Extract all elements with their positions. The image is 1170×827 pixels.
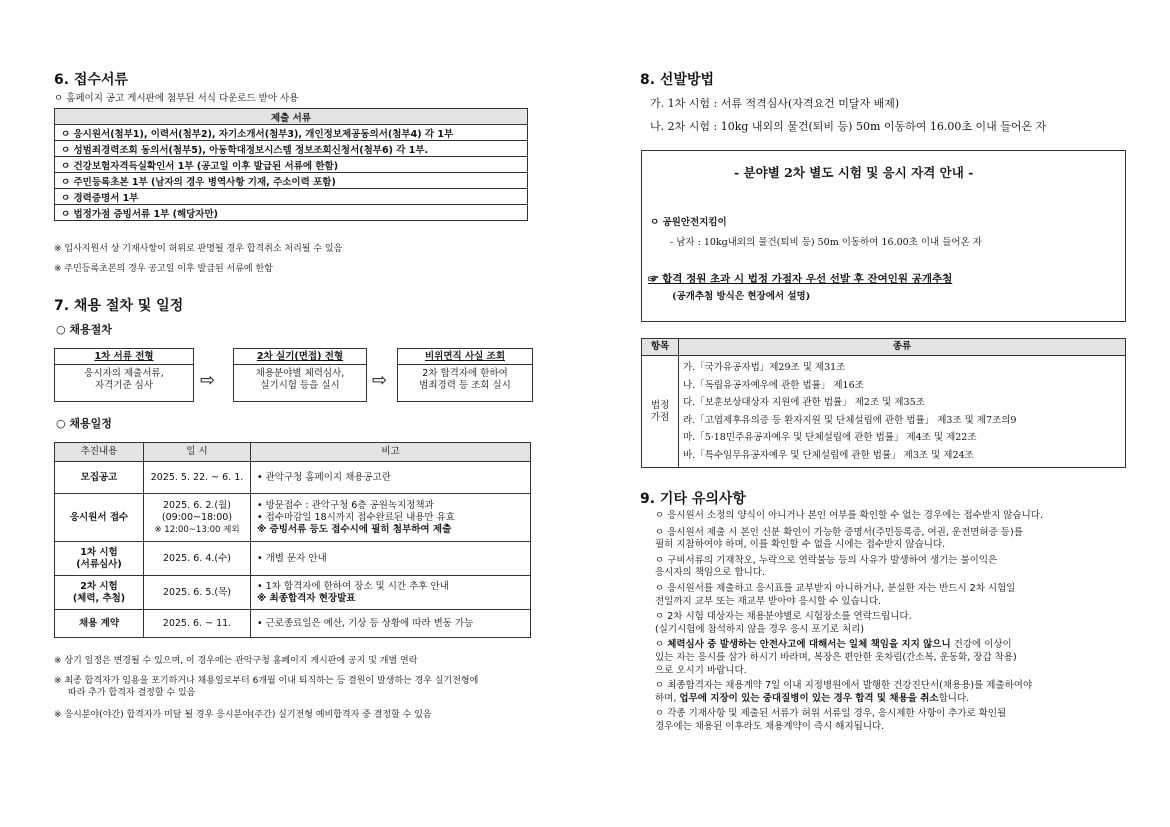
selection-line: 나. 2차 시험 : 10kg 내외의 물건(퇴비 등) 50m 이동하여 16.00초 이내 들어온 자 [650, 120, 1047, 133]
section7-note: ※ 응시분야(야간) 합격자가 미달 될 경우 응시분야(주간) 실기전형 예비합격자 중 결정할 수 있음 [54, 710, 432, 720]
procedure-step-1 [54, 348, 194, 402]
law-label: 법정 [650, 399, 670, 411]
schedule-name: 2차 시험 [80, 580, 118, 592]
step-desc: 실기시험 등을 실시 [260, 380, 340, 391]
procedure-title: ○ 채용절차 [56, 323, 112, 336]
step-desc: 2차 합격자에 한하여 [422, 368, 508, 379]
schedule-name: (체력, 추첨) [72, 592, 126, 604]
note-line: ㅇ 응시원서 소정의 양식이 아니거나 본인 여부를 확인할 수 없는 경우에는 접수받지 않습니다. [655, 510, 1043, 521]
info-box-item: ㅇ 공원안전지킴이 [650, 217, 727, 228]
note-line: 필히 지참하여야 하며, 이를 확인할 수 없을 시에는 접수받지 않습니다. [655, 539, 946, 551]
info-box-notice: ☞ 합격 정원 초과 시 법정 가점자 우선 선발 후 잔여인원 공개추첨 [648, 273, 953, 285]
notes-list [655, 510, 1125, 734]
procedure-step-3 [397, 348, 533, 402]
documents-table-header: 제출 서류 [55, 109, 528, 125]
step-desc: 응시자의 제출서류, [84, 368, 164, 379]
law-item: 나.「독립유공자예우에 관한 법률」 제16조 [683, 379, 864, 391]
schedule-name: 1차 시험 [80, 546, 118, 558]
step-desc: 채용분야별 체력심사, [255, 368, 345, 379]
schedule-date: 2025. 6. ~ 11. [144, 610, 251, 638]
step-desc: 범죄경력 등 조회 실시 [419, 380, 511, 391]
law-header: 항목 [642, 339, 679, 356]
note-line: ㅇ 구비서류의 기재착오, 누락으로 연락불능 등의 사유가 발생하여 생기는 불이익은 [655, 554, 998, 566]
note-text: 합니다. [938, 692, 970, 704]
section7-title: 7. 채용 절차 및 일정 [54, 298, 184, 314]
note-line: ㅇ 최종합격자는 채용계약 7일 이내 지정병원에서 발행한 건강진단서(채용용)를 제출하여야 [655, 680, 1033, 692]
note-line: ㅇ 각종 기재사항 및 제출된 서류가 허위 서류일 경우, 응시제한 사항이 추가로 확인될 [655, 708, 1007, 720]
info-box-notice2: (공개추첨 방식은 현장에서 설명) [672, 291, 811, 302]
step-title: 2차 실기(면접) 전형 [256, 351, 344, 362]
schedule-name: 응시원서 접수 [55, 494, 144, 542]
schedule-note: • 근로종료일은 예산, 기상 등 상황에 따라 변동 가능 [251, 610, 531, 638]
schedule-date: 2025. 5. 22. ~ 6. 1. [144, 462, 251, 494]
note-bold: 업무에 지장이 있는 중대질병이 있는 경우 합격 및 채용을 취소 [679, 692, 939, 704]
law-item: 마.「5·18민주유공자예우 및 단체설립에 관한 법률」 제4조 및 제22조 [683, 432, 977, 443]
schedule-date: 2025. 6. 5.(목) [144, 576, 251, 610]
document-item: ㅇ 법정가점 증빙서류 1부 (해당자만) [55, 205, 528, 221]
section7-note: ※ 상기 일정은 변경될 수 있으며, 이 경우에는 관악구청 홈페이지 게시판에 공지 및 개별 연락 [54, 656, 418, 666]
note-bullet: ㅇ [655, 639, 668, 651]
section6-title: 6. 접수서류 [54, 72, 129, 88]
section6-note: ※ 입사지원서 상 기재사항이 허위로 판명될 경우 합격취소 처리될 수 있음 [54, 244, 343, 254]
document-item: ㅇ 주민등록초본 1부 (남자의 경우 병역사항 기재, 주소이력 포함) [55, 173, 528, 189]
schedule-date: (09:00~18:00) [161, 511, 233, 523]
schedule-title: ○ 채용일정 [56, 417, 112, 430]
schedule-header: 비고 [251, 443, 531, 462]
law-item: 바.「특수임무유공자예우 및 단체설립에 관한 법률」 제3조 및 제24조 [683, 449, 974, 461]
step-title: 비위면직 사실 조회 [424, 351, 506, 362]
schedule-note: • 방문접수 : 관악구청 6층 공원녹지정책과 [257, 499, 434, 511]
documents-table [54, 108, 528, 221]
schedule-name: (서류심사) [76, 558, 122, 570]
note-line: 전일까지 교부 또는 재교부 받아야 응시할 수 있습니다. [655, 595, 882, 607]
law-header: 종류 [679, 339, 1126, 356]
schedule-header: 일 시 [144, 443, 251, 462]
law-item: 라.「고엽제후유의증 등 환자지원 및 단체설립에 관한 법률」 제3조 및 제7조의9 [683, 414, 1017, 426]
document-item: ㅇ 경력증명서 1부 [55, 189, 528, 205]
law-label: 가점 [650, 411, 670, 423]
schedule-name: 채용 계약 [55, 610, 144, 638]
note-line: ㅇ 2차 시험 대상자는 채용분야별로 시험장소를 연락드립니다. [655, 611, 912, 623]
bonus-law-table [641, 338, 1126, 468]
right-arrow-icon: ⇨ [200, 370, 216, 391]
schedule-header: 추진내용 [55, 443, 144, 462]
selection-line: 가. 1차 시험 : 서류 적격심사(자격요건 미달자 배제) [650, 97, 900, 110]
section7-note: ※ 최종 합격자가 임용을 포기하거나 채용일로부터 6개월 이내 퇴직하는 등 결원이 발생하는 경우 실기전형에 [54, 676, 479, 686]
note-line: 으로 오시기 바랍니다. [655, 664, 747, 676]
document-item: ㅇ 성범죄경력조회 동의서(첨부5), 아동학대정보시스템 정보조회신청서(첨부6) 각 1부. [55, 141, 528, 157]
note-line: ㅇ 응시원서를 제출하고 응시표를 교부받지 아니하거나, 분실한 자는 반드시 2차 시험일 [655, 582, 1016, 594]
note-text: 하며, [655, 692, 680, 704]
section9-title: 9. 기타 유의사항 [640, 491, 746, 507]
step-desc: 자격기준 심사 [94, 380, 154, 391]
section6-intro: ㅇ 홈페이지 공고 게시판에 첨부된 서식 다운로드 받아 사용 [54, 93, 299, 104]
note-line: (실기시험에 참석하지 않을 경우 응시 포기로 처리) [655, 623, 865, 635]
schedule-name: 모집공고 [55, 462, 144, 494]
schedule-date: 2025. 6. 4.(수) [144, 542, 251, 576]
schedule-note: • 개별 문자 안내 [251, 542, 531, 576]
info-box [641, 150, 1126, 322]
schedule-note: • 1차 합격자에 한하여 장소 및 시간 추후 안내 [257, 580, 449, 592]
section8-title: 8. 선발방법 [640, 72, 715, 88]
step-title: 1차 서류 전형 [94, 351, 154, 362]
section6-note: ※ 주민등록초본의 경우 공고일 이후 발급된 서류에 한함 [54, 264, 273, 274]
right-arrow-icon: ⇨ [372, 370, 388, 391]
section7-note: 따라 추가 합격자 결정할 수 있음 [68, 688, 196, 698]
note-text: 건강에 이상이 [950, 639, 1012, 651]
schedule-date: 2025. 6. 2.(월) [163, 499, 231, 511]
procedure-step-2 [233, 348, 367, 402]
note-line: 있는 자는 응시를 삼가 하시기 바라며, 복장은 편안한 옷차림(간소복, 운동화, 장갑 착용) [655, 651, 1017, 663]
note-line: 경우에는 채용된 이후라도 채용계약이 즉시 해지됩니다. [655, 720, 885, 732]
document-item: ㅇ 건강보험자격득실확인서 1부 (공고일 이후 발급된 서류에 한함) [55, 157, 528, 173]
schedule-date: ※ 12:00~13:00 제외 [154, 524, 240, 535]
note-bold: 체력심사 중 발생하는 안전사고에 대해서는 일체 책임을 지지 않으니 [667, 639, 951, 651]
note-line: 응시자의 책임으로 합니다. [655, 567, 766, 579]
schedule-table [54, 442, 531, 638]
info-box-title: - 분야별 2차 별도 시험 및 응시 자격 안내 - [734, 165, 974, 180]
schedule-note-bold: ※ 최종합격자 현장발표 [257, 592, 356, 604]
document-item: ㅇ 응시원서(첨부1), 이력서(첨부2), 자기소개서(첨부3), 개인정보제공동의서(첨부4) 각 1부 [55, 125, 528, 141]
schedule-note: • 접수마감일 18시까지 접수완료된 내용만 유효 [257, 511, 455, 523]
schedule-note-bold: ※ 증빙서류 등도 접수시에 필히 첨부하여 제출 [257, 523, 452, 535]
schedule-note: • 관악구청 홈페이지 채용공고란 [251, 462, 531, 494]
note-line: ㅇ 응시원서 제출 시 본인 신분 확인이 가능한 증명서(주민등록증, 여권, 운전면허증 등)를 [655, 526, 1023, 538]
info-box-sub: - 남자 : 10kg내외의 물건(퇴비 등) 50m 이동하여 16.00초 이내 들어온 자 [670, 237, 982, 248]
law-item: 가.「국가유공자법」제29조 및 제31조 [683, 362, 846, 373]
law-item: 다.「보훈보상대상자 지원에 관한 법률」 제2조 및 제35조 [683, 397, 925, 408]
